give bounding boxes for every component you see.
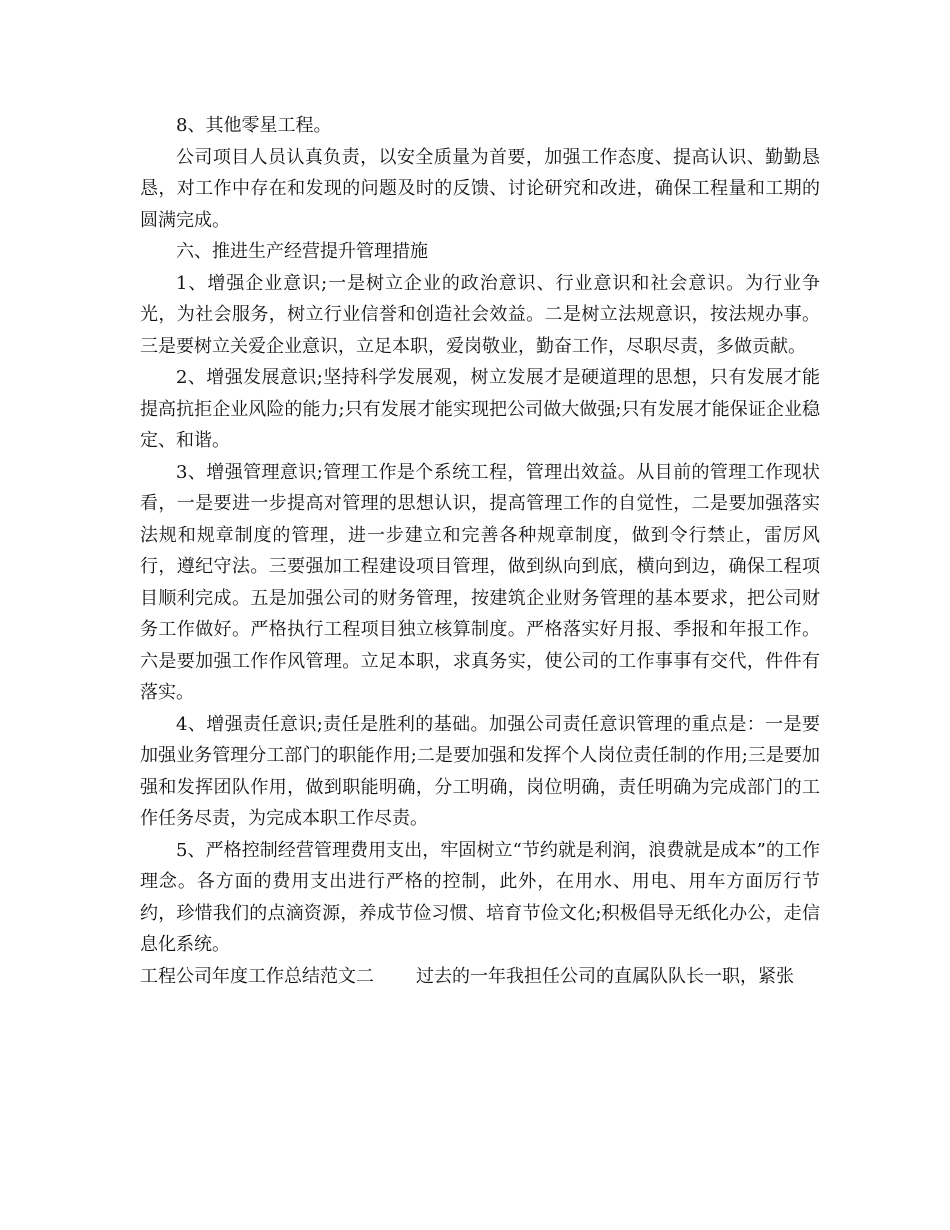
paragraph-enterprise-awareness: 1、增强企业意识;一是树立企业的政治意识、行业意识和社会意识。为行业争光，为社会服务，树立行业信誉和创造社会效益。二是树立法规意识，按法规办事。三是要树立关爱企业意识，立足本职，爱岗敬业，勤奋工作，尽职尽责，多做贡献。 <box>140 272 820 357</box>
document-page <box>140 110 820 992</box>
next-article-title: 工程公司年度工作总结范文二 <box>140 965 374 987</box>
paragraph-responsibility-awareness: 4、增强责任意识;责任是胜利的基础。加强公司责任意识管理的重点是：一是要加强业务管理分工部门的职能作用;二是要加强和发挥个人岗位责任制的作用;三是要加强和发挥团队作用，做到职能明确，分工明确，岗位明确，责任明确为完成部门的工作任务尽责，为完成本职工作尽责。 <box>140 713 820 829</box>
paragraph-management-awareness: 3、增强管理意识;管理工作是个系统工程，管理出效益。从目前的管理工作现状看，一是要进一步提高对管理的思想认识，提高管理工作的自觉性，二是要加强落实法规和规章制度的管理，进一步建立和完善各种规章制度，做到令行禁止，雷厉风行，遵纪守法。三要强加工程建设项目管理，做到纵向到底，横向到边，确保工程项目顺利完成。五是加强公司的财务管理，按建筑企业财务管理的基本要求，把公司财务工作做好。严格执行工程项目独立核算制度。严格落实好月报、季报和年报工作。六是要加强工作作风管理。立足本职，求真务实，使公司的工作事事有交代，件件有落实。 <box>140 461 820 703</box>
paragraph-cost-control: 5、严格控制经营管理费用支出，牢固树立“节约就是利润，浪费就是成本”的工作理念。各方面的费用支出进行严格的控制，此外，在用水、用电、用车方面厉行节约，珍惜我们的点滴资源，养成节俭习惯、培育节俭文化;积极倡导无纸化办公，走信息化系统。 <box>140 839 820 955</box>
next-article-line <box>140 961 820 993</box>
paragraph-item-8: 8、其他零星工程。 <box>176 115 332 136</box>
paragraph-project-staff: 公司项目人员认真负责，以安全质量为首要，加强工作态度、提高认识、勤勤恳恳，对工作中存在和发现的问题及时的反馈、讨论研究和改进，确保工程量和工期的圆满完成。 <box>140 146 820 231</box>
next-article-intro: 过去的一年我担任公司的直属队队长一职，紧张 <box>416 965 794 987</box>
paragraph-development-awareness: 2、增强发展意识;坚持科学发展观，树立发展才是硬道理的思想，只有发展才能提高抗拒企业风险的能力;只有发展才能实现把公司做大做强;只有发展才能保证企业稳定、和谐。 <box>140 367 820 451</box>
section-heading-six: 六、推进生产经营提升管理措施 <box>176 241 428 262</box>
